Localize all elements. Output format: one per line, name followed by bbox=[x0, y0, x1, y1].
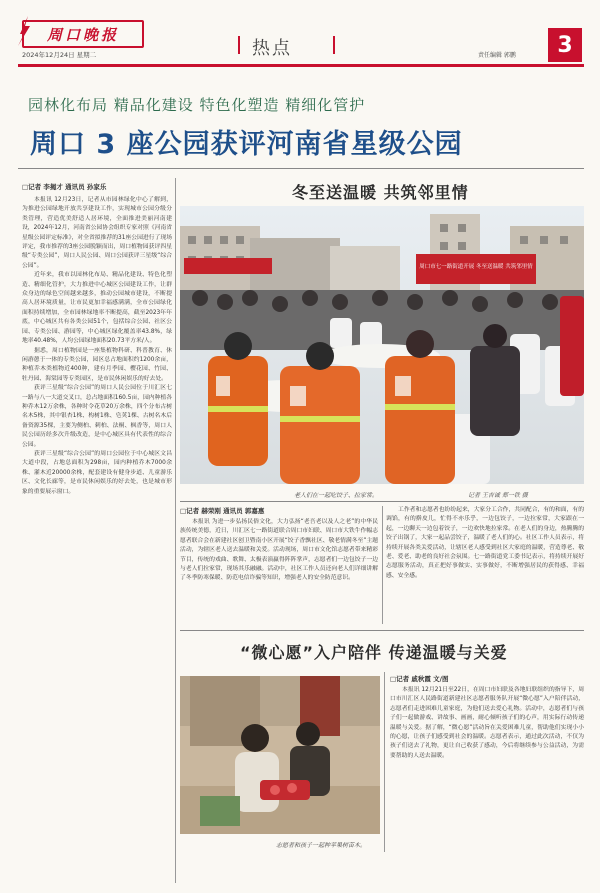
column-divider bbox=[175, 178, 176, 883]
newspaper-logo-text: 周口晚报 bbox=[46, 25, 119, 44]
masthead bbox=[0, 0, 600, 70]
story3-byline: □记者 戚秋霞 文/图 bbox=[390, 675, 449, 683]
story2-photo-caption: 老人们在一起吃饺子、拉家常。 bbox=[294, 492, 379, 499]
banner-text: 周口市七一路街道开展 冬至送温暖 共筑邻里情 bbox=[419, 264, 533, 270]
main-story-body bbox=[22, 196, 172, 886]
editor-credit: 责任编辑 郭鹏 bbox=[478, 52, 516, 59]
main-byline: □记者 李揭才 通讯员 孙家乐 bbox=[22, 183, 107, 191]
story3-photo-caption: 志愿者和孩子一起种苹果树苗木。 bbox=[276, 842, 367, 849]
story3-rule bbox=[180, 630, 584, 631]
story2-photo bbox=[180, 206, 584, 484]
story2-rule bbox=[180, 501, 584, 502]
main-kicker: 园林化布局 精品化建设 特色化塑造 精细化管护 bbox=[28, 96, 366, 114]
section-label: 热点 bbox=[252, 38, 292, 59]
story2-col1 bbox=[180, 518, 378, 624]
main-paragraph: 获评三星级“综合公园”的周口人民公园位于川汇区七一路与八一大道交叉口，总占地面积160.5亩，园内种植各种乔木12万余株，各种时令花草20万余株，四个分布古树名木5株，其中银杏1株、构树1株、皂荚1棵、古树名木后备资源35棵，主要为侧柏、刺柏、法桐、枫香等，周口人民公园历经多次升级改造，是中心城区具有代表性的综合公园。 bbox=[22, 385, 172, 448]
story2-photo-credit: 记者 王吉诚 郑一铁 摄 bbox=[468, 492, 528, 499]
story2-col1-text: 本报讯 为进一步弘扬民俗文化，大力弘扬“老吾老以及人之老”的中华民族传统美德，近日，川汇区七一路街道联合周口市妇联、周口市大铁牛作幅志愿者联合会在新建社区创卫暨南小区开展“饺子香飘社区、敬老情满冬至”主题活动，为辖区老人送去温暖和关爱。活动现场，周口市文化馆志愿者带来精彩节目，传统的戏曲、歌舞、太极表演赢得阵阵掌声，志愿者们一边包饺子一边与老人们拉家常，现场其乐融融。活动中，社区工作人员还向老人们详细讲解了冬季防寒保暖、防范电信诈骗等知识，增强老人的安全防范意识。 bbox=[180, 519, 378, 582]
section-bar-left bbox=[238, 36, 240, 54]
dateline: 2024年12月24日 星期二 bbox=[22, 51, 97, 59]
main-paragraph: 本报讯 12月23日，记者从市园林绿化中心了解到，为推进公园绿地开放共享建设工作，实现城市公园分级分类管理，营造优美舒适人居环境，全面推进美丽河南建设，2024年12月，河南省公园协会组织专家对照《河南省星级公园评定标准》，对全省拟推荐的31座公园进行了现场评定，我市推荐的3座公园脱颖而出，周口植物园获评四星级“专类公园”，周口人民公园、周口公园获评三星级“综合公园”。 bbox=[22, 197, 172, 269]
story2-col2 bbox=[386, 506, 584, 624]
story3-photo bbox=[180, 676, 380, 834]
story2-byline: □记者 赫荣刚 通讯员 郭嘉惠 bbox=[180, 507, 265, 515]
newspaper-logo bbox=[22, 20, 144, 48]
story3-text: 本报讯 12月21日至22日，在周口市妇联及各地妇联组织的指导下，周口市川汇区人民路街道新建社区志愿者服务队开展“微心愿”入户陪伴活动，志愿者们走进困难儿童家庭，为他们送去爱心礼物。活动中，志愿者们与孩子们一起做游戏、讲故事、画画，耐心倾听孩子们的心声，用实际行动传递温暖与关爱。据了解，“微心愿”活动旨在关爱困难儿童，帮助他们实现小小的心愿，让孩子们感受到社会的温暖。志愿者表示，通过此次活动，不仅为孩子们送去了礼物，更让自己收获了感动，今后将继续参与公益活动，为需要帮助的人送去温暖。 bbox=[390, 687, 584, 759]
main-paragraph: 近年来，我市以园林化布局、精品化建设、特色化塑造、精细化管护，大力推进中心城区公园建设工作，让群众身边的绿色空间越来越多，推动公园城市建设，不断提高人居环境质量，让市民更加幸福感满满，全市公园绿化面积持续增加，全市园林绿地率不断提高，截至2023年年底，中心城区共有各类公园51个，包括综合公园、社区公园、专类公园、游园等，中心城区绿化覆盖率43.8%，绿地率40.48%，人均公园绿地面积20.73平方米/人。 bbox=[22, 272, 172, 345]
story2-divider bbox=[382, 506, 383, 624]
story2-title: 冬至送温暖 共筑邻里情 bbox=[292, 183, 469, 202]
story3-divider bbox=[384, 672, 385, 852]
headline-rule bbox=[18, 168, 584, 169]
story3-photo-image bbox=[180, 676, 380, 834]
page-number: 3 bbox=[548, 28, 582, 62]
main-paragraph: 据悉，周口植物园是一座集植物科研、科普教育、休闲游憩于一体的专类公园，园区总占地面积约1200余亩，种植乔木类植物近400种，建有月季园、樱花园、竹园、牡丹园、海棠园等专类园区，是市民休闲娱乐的好去处。 bbox=[22, 347, 172, 382]
story3-title: “微心愿”入户陪伴 传递温暖与关爱 bbox=[240, 643, 508, 662]
main-headline: 周口 3 座公园获评河南省星级公园 bbox=[30, 129, 463, 160]
story2-col2-text: 工作者和志愿者也纷纷起来，大家分工合作，共同配合，有的和面，有的调馅，有的擀皮儿，忙得不亦乐乎，一边包饺子，一边拉家常，大家跟在一起，一边聊天一边包着饺子，一边欢快地拉家常。在老人们的身边，热腾腾的饺子出锅了，大家一起品尝饺子，温暖了老人们的心。社区工作人员表示，将持续开展各类关爱活动，让辖区老人感受到社区大家庭的温暖，营造尊老、敬老、爱老、助老的良好社会氛围。七一路街道党工委书记表示，将持续开展好志愿服务活动，真正把好事做实、实事做好，不断增强居民的获得感、幸福感、安全感。 bbox=[386, 507, 584, 579]
main-paragraph: 获评三星级“综合公园”的周口公园位于中心城区文昌大道中段，占地总面积为298亩，园内种植乔木7000余株、灌木近20000余株，配套建设有健身步道、儿童游乐区、文化长廊等，是市民休闲娱乐的好去处，也是城市形象的重要展示窗口。 bbox=[22, 450, 172, 495]
story3-body bbox=[390, 686, 584, 856]
story2-photo-image bbox=[180, 206, 584, 484]
section-bar-right bbox=[333, 36, 335, 54]
masthead-rule bbox=[18, 64, 584, 67]
